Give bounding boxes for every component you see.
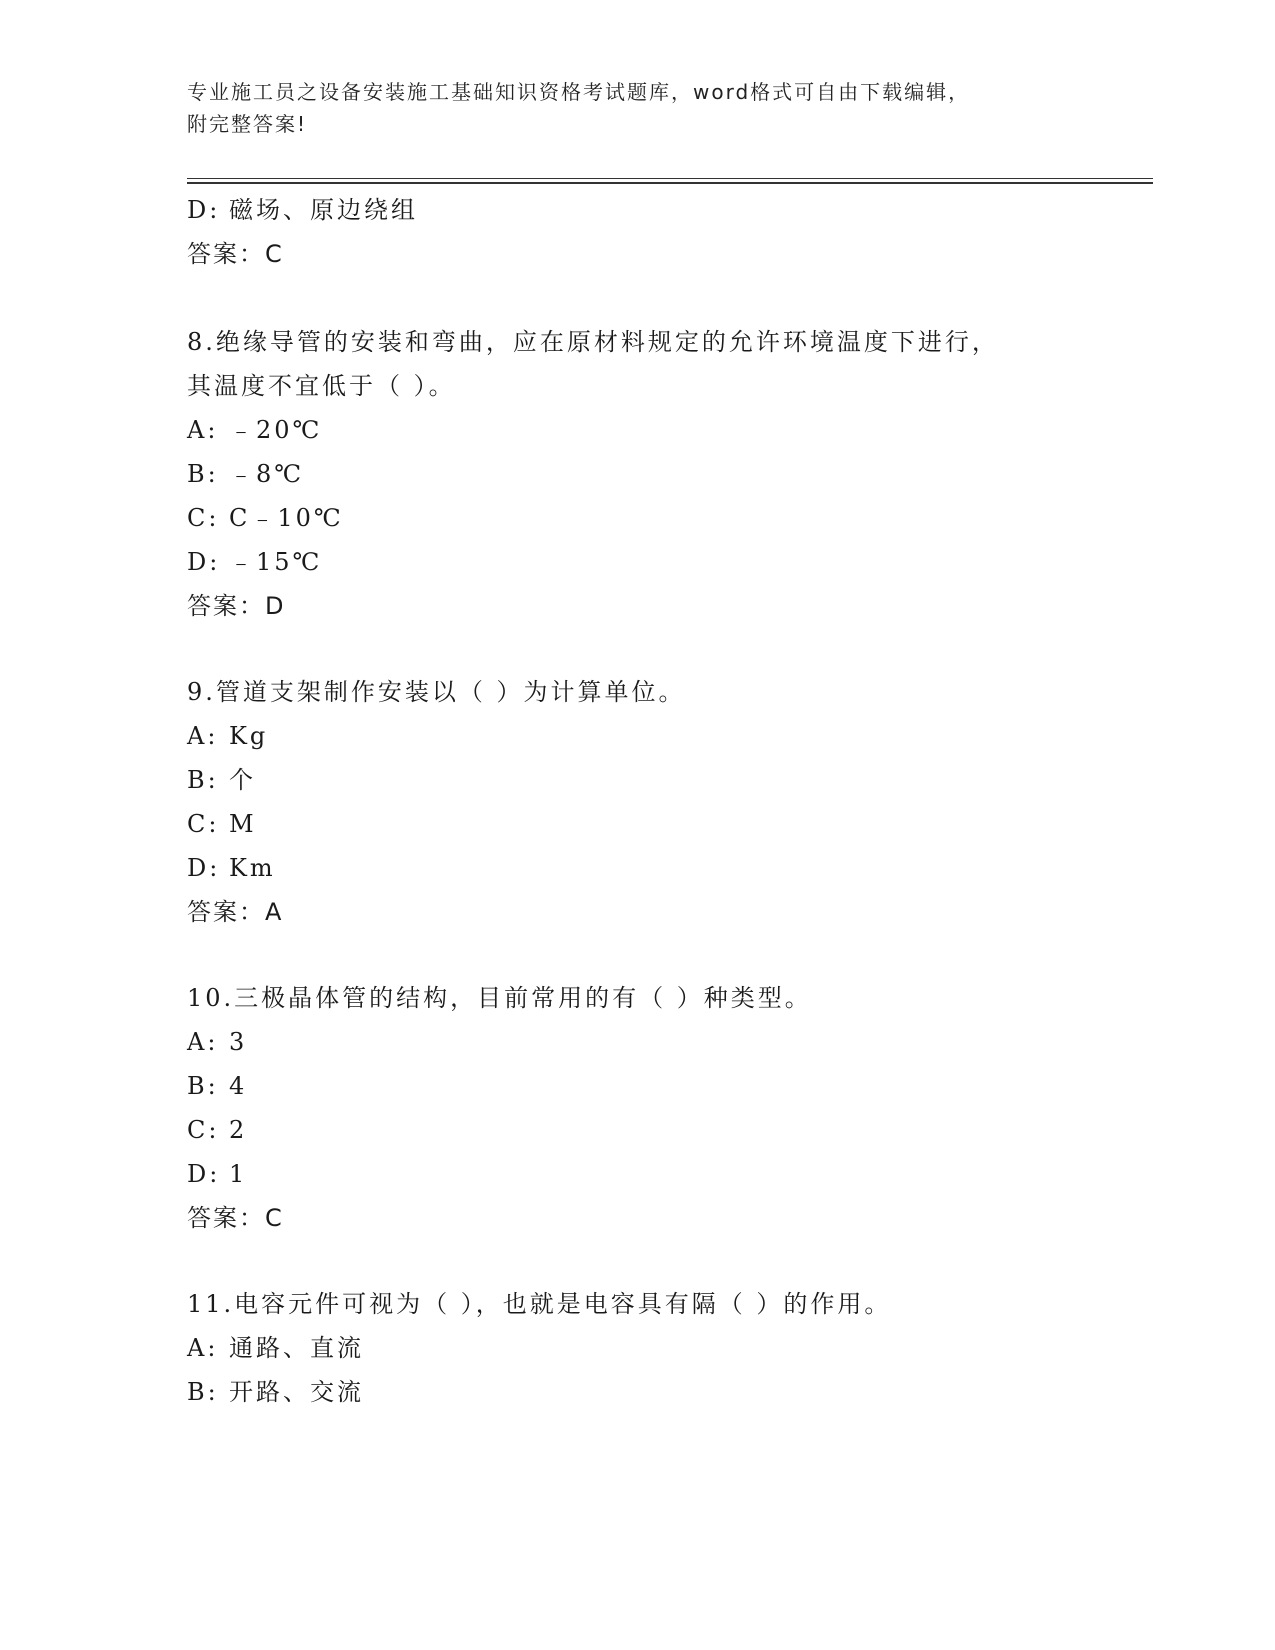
option-key: C: xyxy=(187,810,220,838)
option-text: Km xyxy=(229,854,276,882)
question-10-stem: 10.三极晶体管的结构，目前常用的有（ ）种类型。 xyxy=(187,984,812,1012)
question-8-option-d xyxy=(187,546,322,578)
question-8-option-c xyxy=(187,502,344,534)
question-8-answer: 答案：D xyxy=(187,592,286,620)
question-10-option-b xyxy=(187,1070,247,1102)
question-11-option-a xyxy=(187,1332,364,1364)
question-8-option-a xyxy=(187,414,322,446)
question-8-stem-line-1: 8.绝缘导管的安装和弯曲，应在原材料规定的允许环境温度下进行， xyxy=(187,328,999,356)
option-text: 个 xyxy=(229,766,256,794)
option-text: 4 xyxy=(229,1072,248,1100)
header-divider-thin xyxy=(187,178,1153,179)
option-text: ﹣20℃ xyxy=(229,416,323,444)
question-10-option-a xyxy=(187,1026,247,1058)
header-line-1: 专业施工员之设备安装施工基础知识资格考试题库，word格式可自由下载编辑， xyxy=(187,80,971,104)
option-key: B: xyxy=(187,1378,219,1406)
header-line-2: 附完整答案! xyxy=(187,112,308,136)
option-text: 1 xyxy=(229,1160,248,1188)
option-key: B: xyxy=(187,766,219,794)
question-9-option-a xyxy=(187,720,268,752)
question-9-stem: 9.管道支架制作安装以（ ）为计算单位。 xyxy=(187,678,686,706)
option-text: ﹣15℃ xyxy=(229,548,323,576)
option-text: 3 xyxy=(229,1028,248,1056)
option-key: A: xyxy=(187,722,219,750)
option-text: Kg xyxy=(229,722,269,750)
answer-line: 答案：C xyxy=(187,240,284,268)
question-8-option-b xyxy=(187,458,304,490)
option-key: C: xyxy=(187,504,220,532)
option-text: 开路、交流 xyxy=(229,1378,364,1406)
question-9-answer: 答案：A xyxy=(187,898,284,926)
question-11-stem: 11.电容元件可视为（ ），也就是电容具有隔（ ）的作用。 xyxy=(187,1290,892,1318)
option-text: C﹣10℃ xyxy=(229,504,344,532)
option-key: A: xyxy=(187,416,219,444)
option-text: 磁场、原边绕组 xyxy=(229,196,418,224)
question-9-option-d xyxy=(187,852,276,884)
option-key: A: xyxy=(187,1028,219,1056)
question-10-option-c xyxy=(187,1114,247,1146)
page-header xyxy=(187,76,1087,140)
option-key: C: xyxy=(187,1116,220,1144)
option-text: ﹣8℃ xyxy=(229,460,305,488)
option-key: A: xyxy=(187,1334,219,1362)
option-text: 2 xyxy=(229,1116,248,1144)
question-8-stem-line-2: 其温度不宜低于（ ）。 xyxy=(187,372,456,400)
option-d xyxy=(187,194,418,226)
option-key: D: xyxy=(187,196,221,224)
question-9-option-c xyxy=(187,808,257,840)
question-11-option-b xyxy=(187,1376,364,1408)
option-text: 通路、直流 xyxy=(229,1334,364,1362)
header-divider-thick xyxy=(187,182,1153,184)
option-text: M xyxy=(229,810,257,838)
question-10-option-d xyxy=(187,1158,247,1190)
option-key: B: xyxy=(187,1072,219,1100)
question-10-answer: 答案：C xyxy=(187,1204,284,1232)
option-key: D: xyxy=(187,854,221,882)
question-9-option-b xyxy=(187,764,256,796)
option-key: B: xyxy=(187,460,219,488)
option-key: D: xyxy=(187,548,221,576)
option-key: D: xyxy=(187,1160,221,1188)
